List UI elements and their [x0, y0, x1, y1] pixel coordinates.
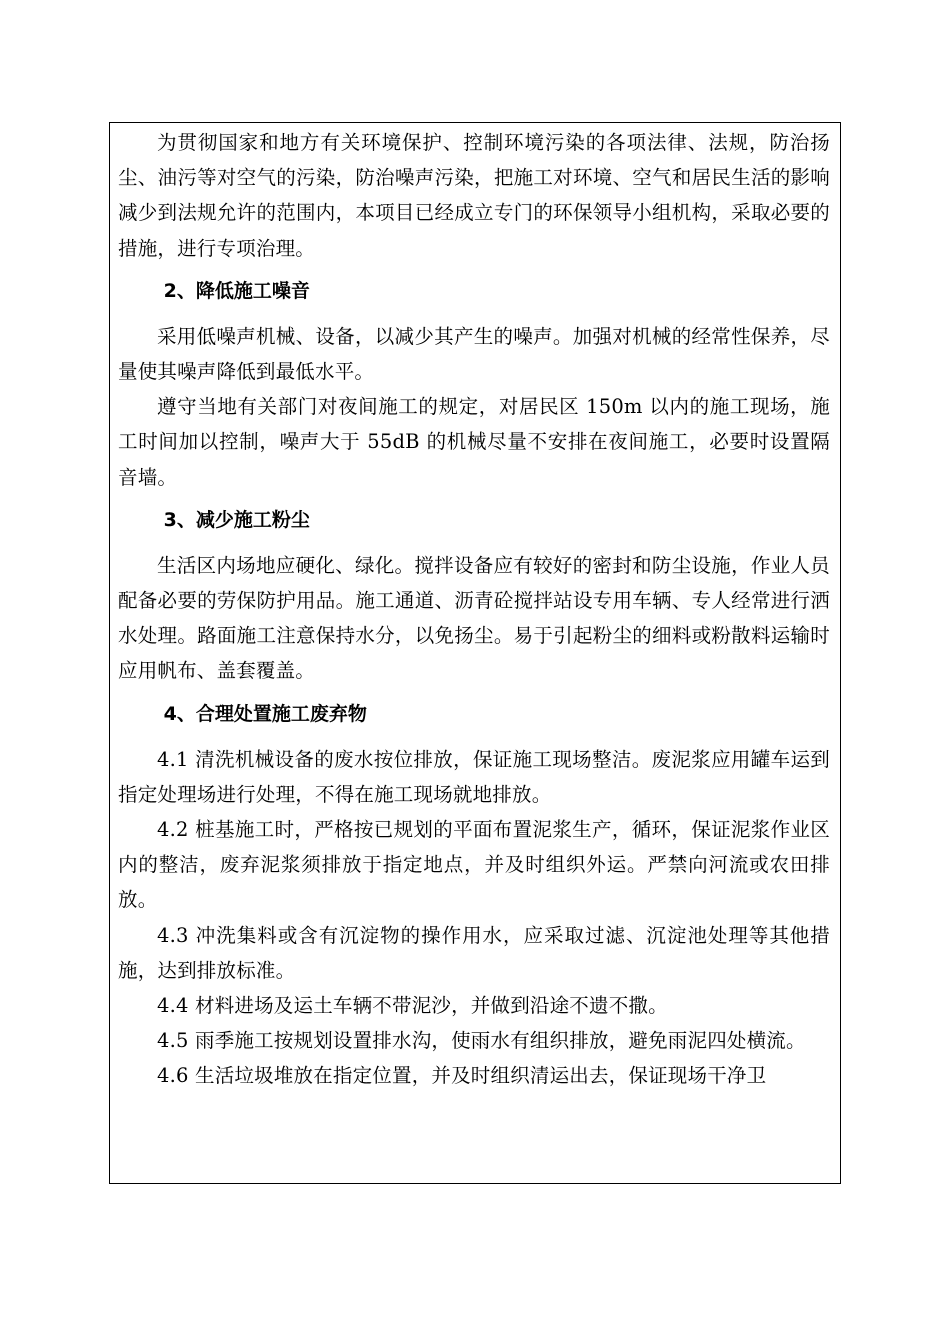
- dust-paragraph-1: 生活区内场地应硬化、绿化。搅拌设备应有较好的密封和防尘设施，作业人员配备必要的劳保防护用品。施工通道、沥青砼搅拌站设专用车辆、专人经常进行洒水处理。路面施工注意保持水分，以免扬尘。易于引起粉尘的细料或粉散料运输时应用帆布、盖套覆盖。: [118, 553, 830, 683]
- waste-paragraph-4-1: 4.1 清洗机械设备的废水按位排放，保证施工现场整洁。废泥浆应用罐车运到指定处理场进行处理，不得在施工现场就地排放。: [118, 747, 830, 806]
- noise-paragraph-1: 采用低噪声机械、设备，以减少其产生的噪声。加强对机械的经常性保养，尽量使其噪声降低到最低水平。: [118, 324, 830, 384]
- waste-paragraph-4-4: 4.4 材料进场及运土车辆不带泥沙，并做到沿途不遗不撒。: [157, 994, 668, 1018]
- content-table-cell: [109, 122, 841, 1184]
- section-heading-waste: 4、合理处置施工废弃物: [163, 702, 367, 725]
- intro-paragraph: 为贯彻国家和地方有关环境保护、控制环境污染的各项法律、法规，防治扬尘、油污等对空气的污染，防治噪声污染，把施工对环境、空气和居民生活的影响减少到法规允许的范围内，本项目已经成立专门的环保领导小组机构，采取必要的措施，进行专项治理。: [118, 131, 830, 260]
- waste-paragraph-4-5: 4.5 雨季施工按规划设置排水沟，使雨水有组织排放，避免雨泥四处横流。: [157, 1029, 806, 1053]
- waste-paragraph-4-3: 4.3 冲洗集料或含有沉淀物的操作用水，应采取过滤、沉淀池处理等其他措施，达到排放标准。: [118, 923, 830, 982]
- noise-paragraph-2: 遵守当地有关部门对夜间施工的规定，对居民区 150m 以内的施工现场，施工时间加以控制，噪声大于 55dB 的机械尽量不安排在夜间施工，必要时设置隔音墙。: [118, 395, 830, 489]
- document-body: [118, 125, 830, 1094]
- section-heading-noise: 2、降低施工噪音: [163, 279, 310, 302]
- waste-paragraph-4-6: 4.6 生活垃圾堆放在指定位置，并及时组织清运出去，保证现场干净卫: [157, 1064, 767, 1088]
- section-heading-dust: 3、减少施工粉尘: [163, 508, 310, 531]
- waste-paragraph-4-2: 4.2 桩基施工时，严格按已规划的平面布置泥浆生产，循环，保证泥浆作业区内的整洁，废弃泥浆须排放于指定地点，并及时组织外运。严禁向河流或农田排放。: [118, 818, 830, 912]
